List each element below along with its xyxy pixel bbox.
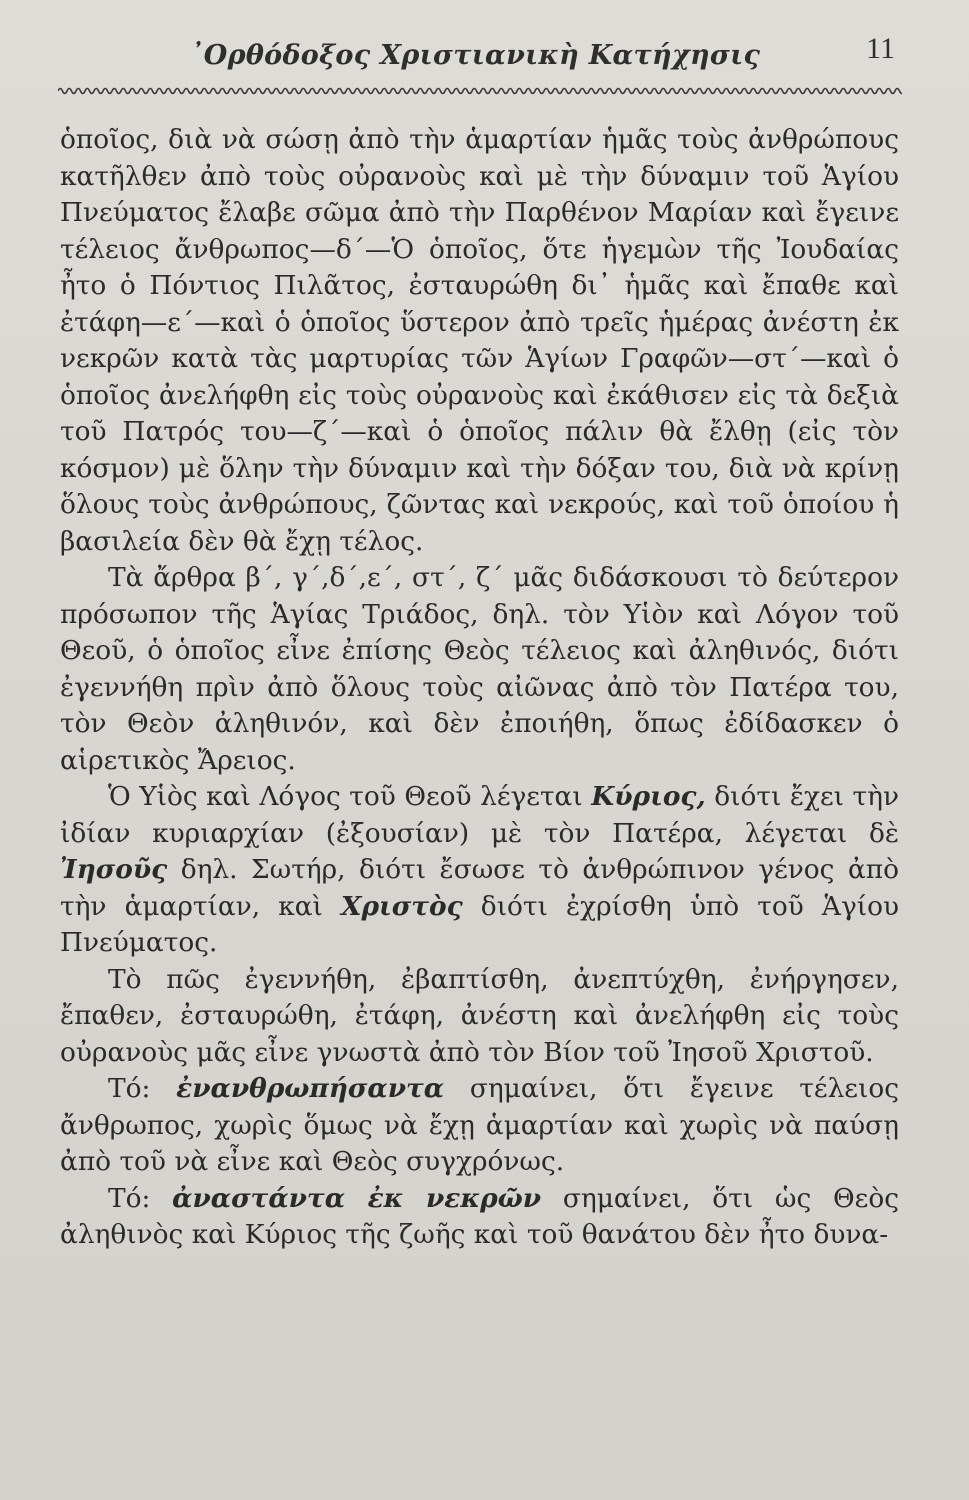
emphasized-term: ἐνανθρωπήσαντα (176, 1073, 445, 1104)
paragraph (60, 122, 899, 560)
emphasized-term: ἀναστάντα ἐκ νεκρῶν (172, 1182, 542, 1214)
paragraph (60, 1071, 899, 1181)
page-number: 11 (866, 32, 895, 65)
paragraph (60, 1181, 899, 1254)
emphasized-term: Κύριος, (591, 781, 706, 812)
text-run: Τό: (108, 1073, 177, 1104)
text-run: Τὰ ἄρθρα β΄, γ΄,δ΄,ε΄, στ΄, ζ΄ μᾶς διδάσκουσι τὸ δεύτερον πρόσωπον τῆς Ἁγίας Τριάδος, δηλ. τὸν Υἱὸν καὶ Λόγον τοῦ Θεοῦ, ὁ ὁποῖος εἶνε ἐπίσης Θεὸς τέλειος καὶ ἀληθινός, διότι ἐγεννήθη πρὶν ἀπὸ ὅλους τοὺς αἰῶνας ἀπὸ τὸν Πατέρα του, τὸν Θεὸν ἀληθινόν, καὶ δὲν ἐποιήθη, ὅπως ἐδίδασκεν ὁ αἱρετικὸς Ἄρειος. (60, 562, 899, 776)
text-run: Τό: (108, 1182, 173, 1214)
text-run: ὁποῖος, διὰ νὰ σώσῃ ἀπὸ τὴν ἁμαρτίαν ἡμᾶς τοὺς ἀνθρώπους κατῆλθεν ἀπὸ τοὺς οὐρανοὺς καὶ μὲ τὴν δύναμιν τοῦ Ἁγίου Πνεύματος ἔλαβε σῶμα ἀπὸ τὴν Παρθένον Μαρίαν καὶ ἔγεινε τέλειος ἄνθρωπος—δ΄—Ὁ ὁποῖος, ὅτε ἡγεμὼν τῆς Ἰουδαίας ἦτο ὁ Πόντιος Πιλᾶτος, ἐσταυρώθη δι᾿ ἡμᾶς καὶ ἔπαθε καὶ ἐτάφη—ε΄—καὶ ὁ ὁποῖος ὕστερον ἀπὸ τρεῖς ἡμέρας ἀνέστη ἐκ νεκρῶν κατὰ τὰς μαρτυρίας τῶν Ἁγίων Γραφῶν—στ΄—καὶ ὁ ὁποῖος ἀνελήφθη εἰς τοὺς οὐρανοὺς καὶ ἐκάθισεν εἰς τὰ δεξιὰ τοῦ Πατρός του—ζ΄—καὶ ὁ ὁποῖος πάλιν θὰ ἔλθῃ (εἰς τὸν κόσμον) μὲ ὅλην τὴν δύναμιν καὶ τὴν δόξαν του, διὰ νὰ κρίνῃ ὅλους τοὺς ἀνθρώπους, ζῶντας καὶ νεκρούς, καὶ τοῦ ὁποίου ἡ βασιλεία δὲν θὰ ἔχῃ τέλος. (60, 124, 899, 557)
text-run: Ὁ Υἱὸς καὶ Λόγος τοῦ Θεοῦ λέγεται (108, 781, 592, 812)
text-run: σημαίνει, ὅτι ὡς Θεὸς ἀληθινὸς καὶ Κύριος τῆς ζωῆς καὶ τοῦ θανάτου δὲν ἦτο δυνα- (60, 1182, 899, 1250)
wavy-rule-ornament (58, 84, 902, 98)
text-run: Τὸ πῶς ἐγεννήθη, ἐβαπτίσθη, ἀνεπτύχθη, ἐνήργησεν, ἔπαθεν, ἐσταυρώθη, ἐτάφη, ἀνέστη καὶ ἀνελήφθη εἰς τοὺς οὐρανοὺς μᾶς εἶνε γνωστὰ ἀπὸ τὸν Βίον τοῦ Ἰησοῦ Χριστοῦ. (60, 963, 899, 1068)
emphasized-term: Ἰησοῦς (60, 854, 168, 885)
emphasized-term: Χριστὸς (341, 890, 463, 922)
paragraph (60, 779, 899, 962)
body-text (60, 122, 899, 1254)
paragraph (60, 962, 899, 1072)
running-title: ᾿Ορθόδοξος Χριστιανικὴ Κατήχησις (190, 40, 761, 71)
text-run: δηλ. Σωτήρ, διότι ἔσωσε τὸ ἀνθρώπινον γένος ἀπὸ τὴν ἁμαρτίαν, καὶ (60, 854, 899, 922)
text-run: διότι ἐχρίσθη ὑπὸ τοῦ Ἁγίου Πνεύματος. (60, 890, 900, 958)
text-run: διότι ἔχει τὴν ἰδίαν κυριαρχίαν (ἐξουσίαν) μὲ τὸν Πατέρα, λέγεται δὲ (60, 781, 899, 849)
text-run: σημαίνει, ὅτι ἔγεινε τέλειος ἄνθρωπος, χωρὶς ὅμως νὰ ἔχῃ ἁμαρτίαν καὶ χωρὶς νὰ παύσῃ ἀπὸ τοῦ νὰ εἶνε καὶ Θεὸς συγχρόνως. (60, 1073, 899, 1177)
page-header (60, 22, 899, 82)
paragraph (60, 560, 899, 779)
